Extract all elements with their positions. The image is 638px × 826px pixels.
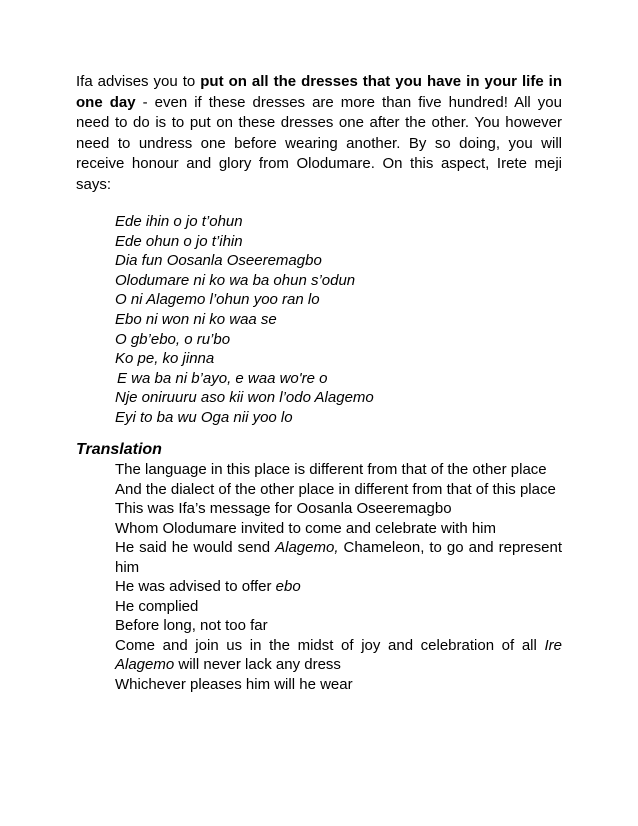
- intro-text-rest: - even if these dresses are more than five hundred! All you need to do is to put on these dresses one after the other. You however need to undress one before wearing another. By so doing, you will receive honour and glory from Olodumare. On this aspect, Irete meji says:: [76, 93, 562, 193]
- verse-line: Nje oniruuru aso kii won l’odo Alagemo: [115, 389, 374, 407]
- translation-line: Before long, not too far: [115, 617, 268, 635]
- verse-line: O gb’ebo, o ru’bo: [115, 330, 231, 348]
- translation-line: The language in this place is different from that of the other place: [115, 461, 547, 478]
- translation-line: [115, 636, 562, 675]
- verse-line: E wa ba ni b’ayo, e waa wo're o: [117, 369, 328, 387]
- translation-italic-term: Alagemo,: [275, 539, 339, 557]
- translation-body: [115, 460, 562, 695]
- translation-heading: Translation: [76, 441, 162, 458]
- translation-text: He said he would send: [115, 539, 276, 557]
- translation-line: Whom Olodumare invited to come and celebrate with him: [115, 519, 497, 537]
- verse-line: Ede ohun o jo t’ihin: [115, 232, 243, 250]
- translation-line: [115, 538, 562, 577]
- verse-line: Ebo ni won ni ko waa se: [115, 310, 277, 328]
- translation-text: Chameleon, to go and represent him: [115, 539, 562, 576]
- ifa-verse: [115, 212, 555, 428]
- translation-line: [115, 577, 562, 597]
- translation-text: will never lack any dress: [174, 656, 341, 674]
- intro-paragraph: [76, 72, 562, 195]
- verse-line: Olodumare ni ko wa ba ohun s’odun: [115, 271, 356, 289]
- verse-line: Eyi to ba wu Oga nii yoo lo: [115, 408, 293, 426]
- translation-text: He was advised to offer: [115, 578, 276, 596]
- translation-line: And the dialect of the other place in different from that of this place: [115, 480, 556, 498]
- translation-text: Come and join us in the midst of joy and celebration of all: [115, 636, 545, 654]
- verse-line: O ni Alagemo l’ohun yoo ran lo: [115, 291, 320, 309]
- intro-text-start: Ifa advises you to: [76, 73, 201, 90]
- intro-bold-advice: put on all the dresses that you have in your life in one day: [76, 73, 562, 111]
- translation-line: He complied: [115, 597, 199, 615]
- verse-line: Dia fun Oosanla Oseeremagbo: [115, 252, 322, 270]
- verse-line: Ede ihin o jo t’ohun: [115, 213, 243, 230]
- verse-line: Ko pe, ko jinna: [115, 350, 215, 368]
- translation-line: This was Ifa’s message for Oosanla Oseeremagbo: [115, 500, 452, 518]
- translation-italic-term: Ire Alagemo: [115, 636, 562, 674]
- translation-italic-term: ebo: [275, 578, 301, 596]
- translation-line: Whichever pleases him will he wear: [115, 676, 353, 694]
